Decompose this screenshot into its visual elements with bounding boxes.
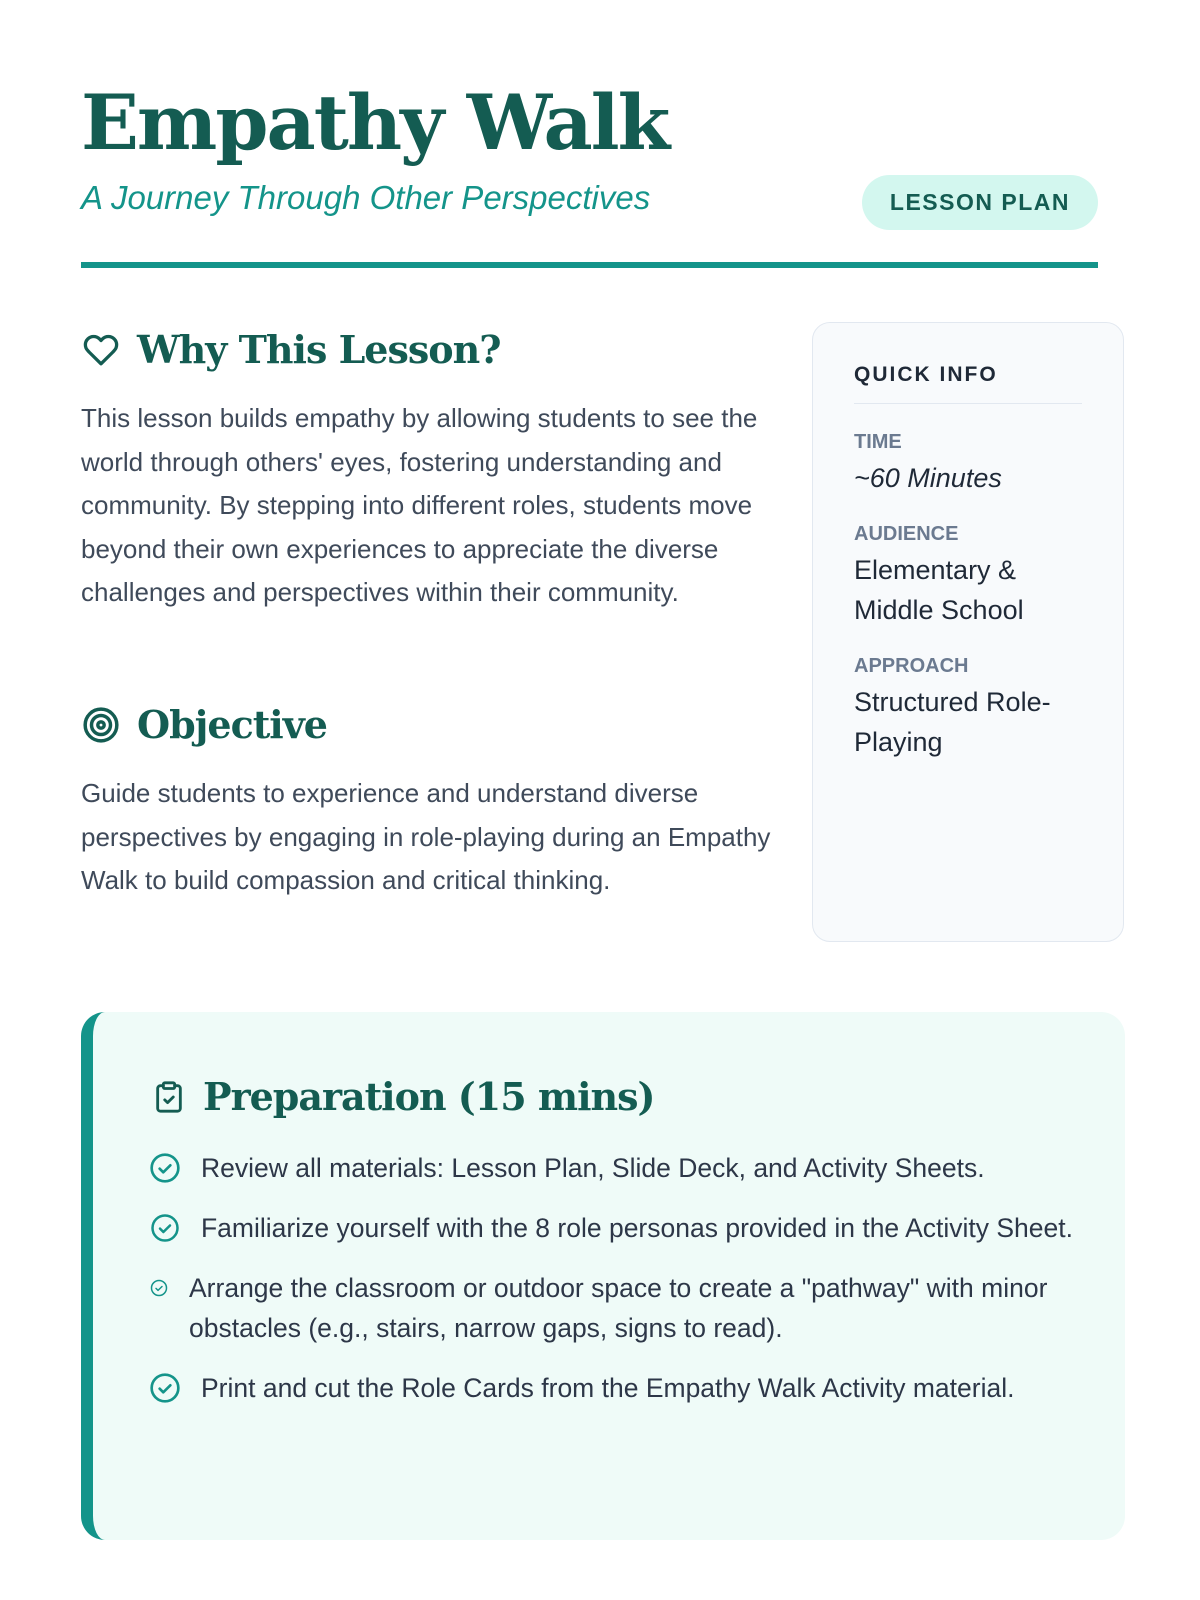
list-item xyxy=(149,1268,1085,1348)
check-circle-icon xyxy=(149,1152,181,1184)
list-item-text: Review all materials: Lesson Plan, Slide Deck, and Activity Sheets. xyxy=(201,1153,985,1183)
clipboard-check-icon xyxy=(149,1077,189,1117)
why-paragraph: This lesson builds empathy by allowing students to see the world through others' eyes, fostering understanding and community. By stepping into different roles, students move beyond their own experiences to appreciate the diverse challenges and perspectives within their community. xyxy=(81,403,758,607)
preparation-list xyxy=(149,1148,1085,1408)
objective-heading: Objective xyxy=(137,702,327,747)
preparation-section-heading xyxy=(149,1072,1085,1122)
list-item-text: Arrange the classroom or outdoor space to create a "pathway" with minor obstacles (e.g., stairs, narrow gaps, signs to read). xyxy=(189,1273,1048,1343)
list-item xyxy=(149,1208,1085,1248)
page-subtitle: A Journey Through Other Perspectives xyxy=(81,179,651,216)
list-item-text: Familiarize yourself with the 8 role personas provided in the Activity Sheet. xyxy=(201,1213,1073,1243)
preparation-heading: Preparation (15 mins) xyxy=(203,1074,655,1119)
heart-icon xyxy=(81,330,121,370)
check-circle-icon xyxy=(149,1372,181,1404)
header-divider xyxy=(81,262,1098,268)
target-icon xyxy=(81,705,121,745)
time-value: ~60 Minutes xyxy=(854,463,1002,493)
list-item xyxy=(149,1148,1085,1188)
why-section-heading xyxy=(81,327,501,373)
objective-section-heading xyxy=(81,702,327,748)
check-circle-icon xyxy=(149,1272,169,1304)
time-label: TIME xyxy=(854,431,902,453)
objective-paragraph: Guide students to experience and understand diverse perspectives by engaging in role-playing during an Empathy Walk to build compassion and critical thinking. xyxy=(81,778,771,895)
audience-label: AUDIENCE xyxy=(854,523,959,545)
why-heading: Why This Lesson? xyxy=(137,327,501,372)
audience-value: Elementary & Middle School xyxy=(854,555,1024,625)
approach-value: Structured Role-Playing xyxy=(854,687,1051,757)
quick-info-card xyxy=(812,322,1124,942)
lesson-plan-badge: LESSON PLAN xyxy=(862,175,1098,230)
quick-info-title: QUICK INFO xyxy=(854,361,1082,404)
list-item xyxy=(149,1368,1085,1408)
page-title: Empathy Walk xyxy=(81,78,669,167)
approach-label: APPROACH xyxy=(854,655,969,677)
list-item-text: Print and cut the Role Cards from the Empathy Walk Activity material. xyxy=(201,1373,1015,1403)
check-circle-icon xyxy=(149,1212,181,1244)
preparation-card xyxy=(81,1012,1125,1540)
